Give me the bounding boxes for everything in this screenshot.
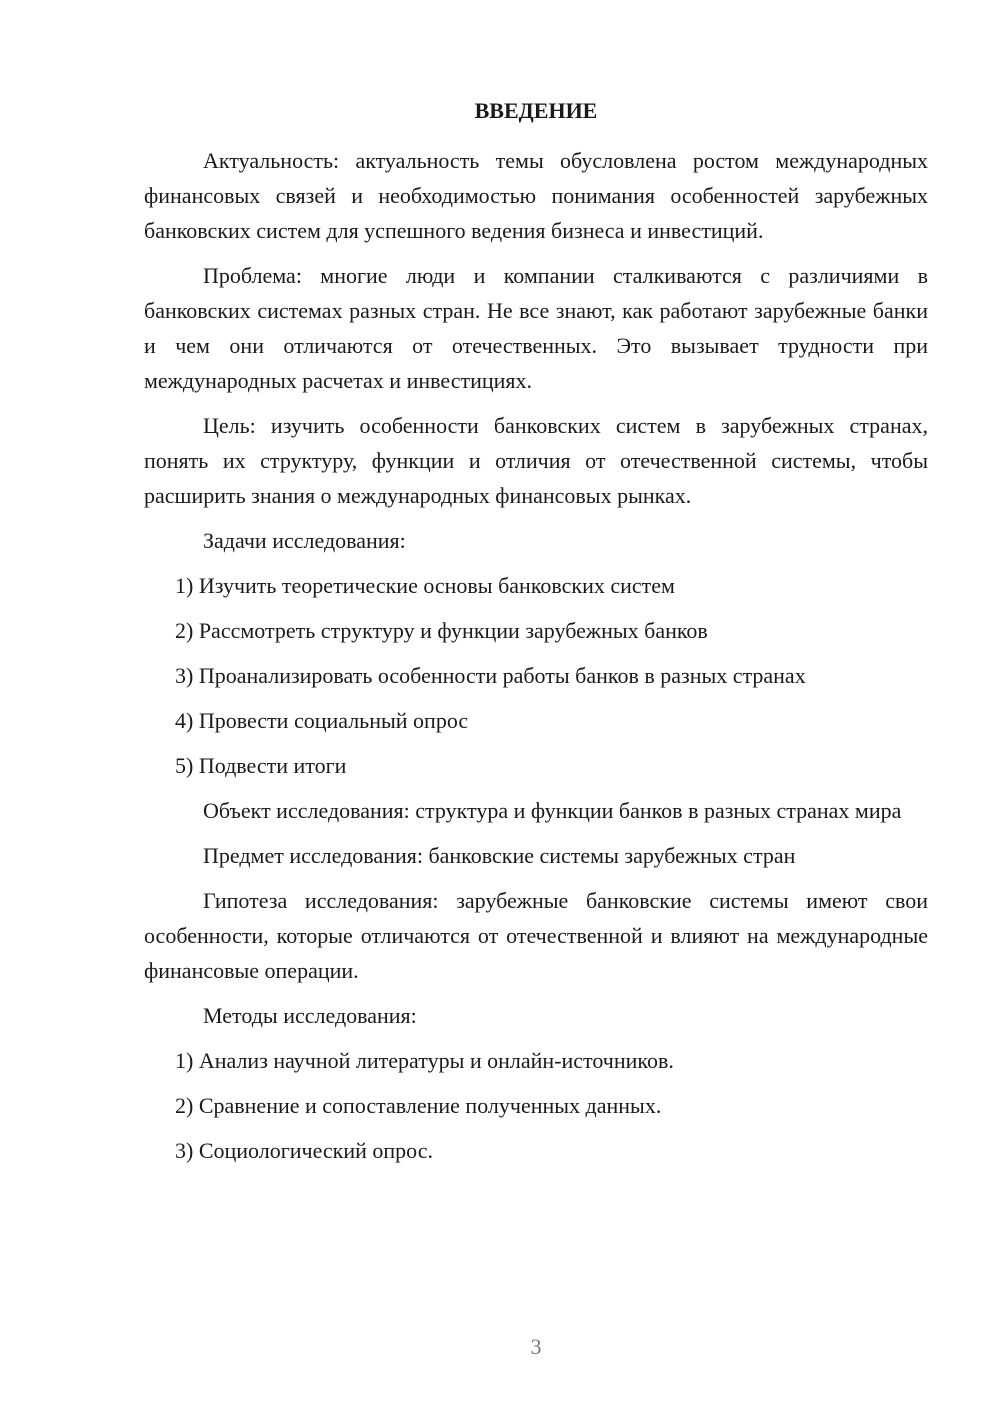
list-item: 4) Провести социальный опрос bbox=[175, 708, 469, 733]
methods-heading: Методы исследования: bbox=[203, 1003, 417, 1028]
methods-list bbox=[144, 1043, 928, 1168]
document-body bbox=[144, 143, 928, 1178]
subject-paragraph: Предмет исследования: банковские системы зарубежных стран bbox=[203, 843, 796, 868]
relevance-paragraph: Актуальность: актуальность темы обусловлена ростом международных финансовых связей и необходимостью понимания особенностей зарубежных банковских систем для успешного ведения бизнеса и инвестиций. bbox=[144, 148, 928, 243]
problem-paragraph: Проблема: многие люди и компании сталкиваются с различиями в банковских системах разных стран. Не все знают, как работают зарубежные банки и чем они отличаются от отечественных. Это вызывает трудности при международных расчетах и инвестициях. bbox=[144, 263, 928, 393]
tasks-list bbox=[144, 568, 928, 783]
tasks-heading: Задачи исследования: bbox=[203, 528, 406, 553]
list-item: 3) Социологический опрос. bbox=[175, 1138, 433, 1163]
list-item: 3) Проанализировать особенности работы банков в разных странах bbox=[175, 663, 806, 688]
list-item: 1) Анализ научной литературы и онлайн-источников. bbox=[175, 1048, 674, 1073]
list-item: 5) Подвести итоги bbox=[175, 753, 347, 778]
object-paragraph: Объект исследования: структура и функции банков в разных странах мира bbox=[203, 798, 902, 823]
page-number: 3 bbox=[530, 1334, 542, 1359]
goal-paragraph: Цель: изучить особенности банковских систем в зарубежных странах, понять их структуру, функции и отличия от отечественной системы, чтобы расширить знания о международных финансовых рынках. bbox=[144, 413, 928, 508]
page-title: ВВЕДЕНИЕ bbox=[474, 98, 598, 123]
list-item: 2) Сравнение и сопоставление полученных данных. bbox=[175, 1093, 662, 1118]
hypothesis-paragraph: Гипотеза исследования: зарубежные банковские системы имеют свои особенности, которые отличаются от отечественной и влияют на международные финансовые операции. bbox=[144, 888, 928, 983]
list-item: 2) Рассмотреть структуру и функции зарубежных банков bbox=[175, 618, 708, 643]
list-item: 1) Изучить теоретические основы банковских систем bbox=[175, 573, 675, 598]
